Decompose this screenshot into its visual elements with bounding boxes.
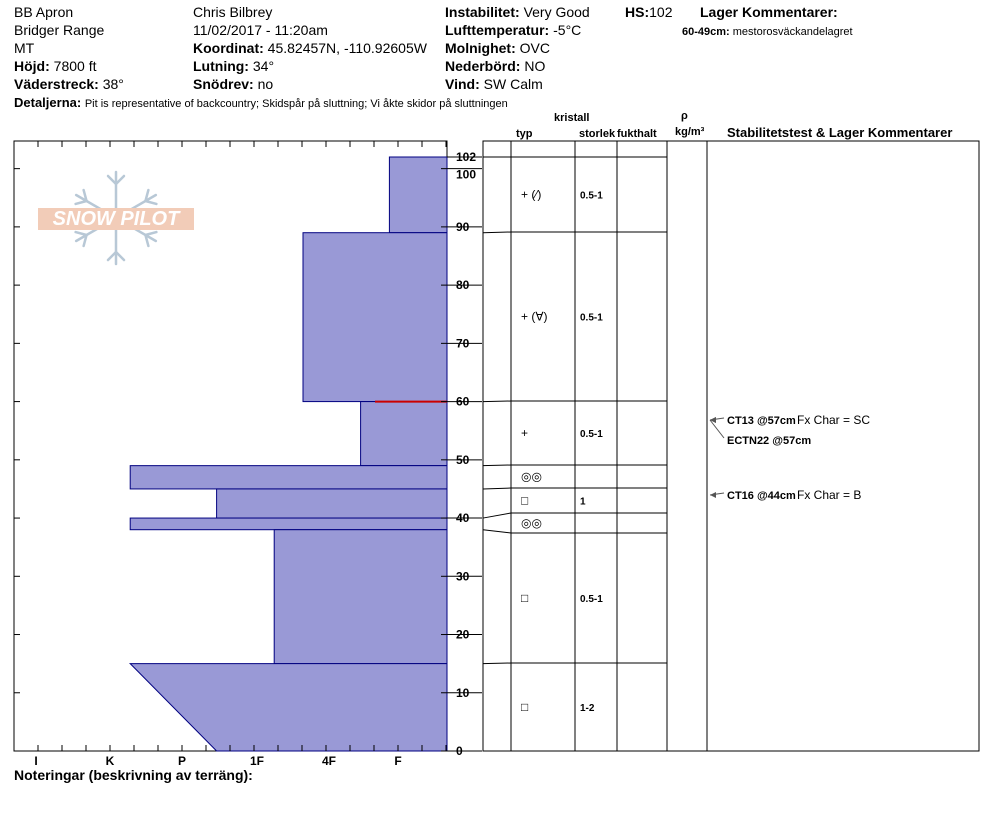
vaderstreck-label: Väderstreck: [14, 76, 99, 92]
crystal-type: + (⁄) [521, 187, 542, 202]
hardness-layer-3 [130, 466, 447, 489]
crystal-type: ◎◎ [521, 469, 542, 484]
vind-label: Vind: [445, 76, 480, 92]
location: BB Apron [14, 4, 74, 20]
lager-text: mestorosväckandelagret [732, 26, 853, 38]
test-code: CT13 @57cm [727, 415, 796, 427]
hardness-layer-2 [361, 402, 447, 466]
snodrev-value: no [257, 76, 274, 92]
lufttemp-value: -5°C [553, 22, 582, 38]
instabilitet-label: Instabilitet: [445, 4, 520, 20]
hs-value: 102 [649, 4, 673, 20]
molnighet-label: Molnighet: [445, 40, 516, 56]
state: MT [14, 40, 35, 56]
crystal-type: + [521, 426, 529, 440]
boundary-connector [483, 513, 511, 518]
crystal-size: 1-2 [580, 703, 595, 714]
crystal-size: 1 [580, 496, 586, 508]
hojd-label: Höjd: [14, 58, 50, 74]
boundary-connector [483, 401, 511, 402]
crystal-size: 0.5-1 [580, 429, 603, 440]
hardness-layer-7 [130, 664, 447, 751]
test-arrow [710, 420, 724, 438]
depth-tick-label: 80 [456, 278, 470, 293]
hardness-tick-label: K [105, 754, 115, 768]
vind-value: SW Calm [483, 76, 543, 92]
test-arrowhead [710, 417, 716, 423]
hojd-value: 7800 ft [53, 58, 97, 74]
depth-tick-label: 70 [456, 336, 470, 351]
logo-text: SNOW PILOT [38, 208, 194, 230]
hardness-tick-label: 4F [321, 754, 337, 768]
datetime: 11/02/2017 - 11:20am [193, 22, 328, 38]
nederbord-value: NO [524, 58, 546, 74]
hardness-tick-label: 1F [249, 754, 265, 768]
hardness-layer-1 [303, 233, 447, 402]
depth-tick-label: 40 [456, 511, 470, 526]
depth-tick-label: 90 [456, 219, 470, 234]
snodrev-label: Snödrev: [193, 76, 254, 92]
lager-range: 60-49cm: [682, 26, 730, 38]
boundary-connector [483, 488, 511, 489]
hardness-tick-label: P [177, 754, 187, 768]
boundary-connector [483, 663, 511, 664]
hardness-layer-4 [217, 489, 447, 518]
detaljerna-text: Pit is representative of backcountry; Skidspår på sluttning; Vi åkte skidor på sluttningen [84, 98, 508, 110]
noteringar: Noteringar (beskrivning av terräng): [14, 767, 253, 783]
koordinat-label: Koordinat: [193, 40, 264, 56]
crystal-type: □ [521, 591, 529, 605]
crystal-size: 0.5-1 [580, 594, 603, 605]
lutning-value: 34° [252, 58, 275, 74]
col-density-unit: kg/m³ [675, 126, 705, 138]
boundary-connector [483, 530, 511, 533]
test-arrowhead [710, 492, 716, 498]
depth-tick-label: 100 [456, 167, 477, 182]
crystal-type: □ [521, 493, 529, 508]
boundary-connector [483, 465, 511, 466]
depth-tick-label: 20 [456, 627, 470, 642]
hardness-layer-5 [130, 518, 447, 530]
lutning-label: Lutning: [193, 58, 249, 74]
hs-label: HS: [625, 4, 650, 20]
hardness-tick-label: I [34, 754, 38, 768]
crystal-size: 0.5-1 [580, 190, 603, 202]
koordinat-value: 45.82457N, -110.92605W [267, 40, 427, 56]
test-extra: Fx Char = SC [797, 413, 871, 427]
instabilitet-value: Very Good [523, 4, 590, 20]
col-stab: Stabilitetstest & Lager Kommentarer [727, 125, 953, 140]
nederbord-label: Nederbörd: [445, 58, 521, 74]
detaljerna-label: Detaljerna: [14, 95, 82, 110]
crystal-type: + (∀) [521, 309, 548, 324]
crystal-type: □ [521, 700, 529, 714]
col-fukthalt: fukthalt [617, 128, 657, 140]
col-rho: ρ [681, 110, 688, 122]
test-code: ECTN22 @57cm [727, 435, 812, 447]
range: Bridger Range [14, 22, 105, 38]
test-code: CT16 @44cm [727, 490, 796, 502]
depth-tick-label: 10 [456, 685, 470, 700]
hardness-tick-label: F [394, 754, 402, 768]
depth-tick-label: 50 [456, 452, 470, 467]
molnighet-value: OVC [519, 40, 550, 56]
crystal-size: 0.5-1 [580, 312, 603, 324]
col-kristall: kristall [554, 112, 590, 124]
vaderstreck-value: 38° [102, 76, 124, 92]
col-storlek: storlek [579, 128, 616, 140]
crystal-type: ◎◎ [521, 516, 542, 530]
depth-tick-label: 60 [456, 394, 470, 409]
depth-tick-label: 30 [456, 569, 470, 584]
col-typ: typ [516, 128, 533, 140]
lager-title: Lager Kommentarer: [700, 4, 838, 20]
hardness-layer-0 [389, 157, 447, 233]
depth-tick-label: 102 [456, 150, 477, 164]
observer: Chris Bilbrey [193, 4, 273, 20]
depth-tick-label: 0 [456, 744, 463, 758]
test-extra: Fx Char = B [797, 488, 862, 502]
lufttemp-label: Lufttemperatur: [445, 22, 550, 38]
hardness-layer-6 [274, 530, 447, 664]
boundary-connector [483, 232, 511, 233]
